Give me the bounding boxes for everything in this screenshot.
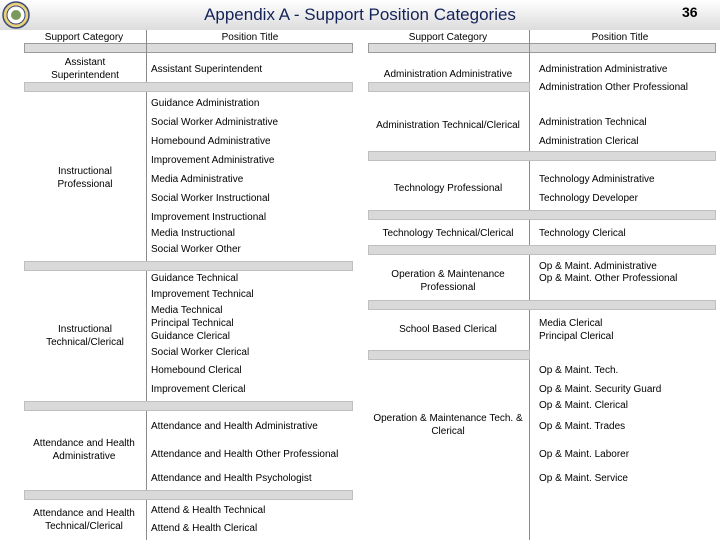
position-title: Administration Administrative bbox=[539, 64, 668, 75]
position-title: Op & Maint. Security Guard bbox=[539, 384, 662, 395]
position-title: Op & Maint. Tech. bbox=[539, 365, 619, 376]
position-title: Social Worker Clerical bbox=[151, 347, 250, 358]
position-title: Op & Maint. Laborer bbox=[539, 449, 630, 460]
category-administration-administrative: Administration Administrative bbox=[383, 69, 513, 80]
divider-left bbox=[146, 30, 147, 540]
position-title: Administration Clerical bbox=[539, 136, 639, 147]
position-title: Homebound Clerical bbox=[151, 365, 242, 376]
position-title: Media Instructional bbox=[151, 228, 235, 239]
band-left-2 bbox=[24, 261, 353, 271]
category-technology-technical-clerical: Technology Technical/Clerical bbox=[382, 228, 514, 239]
position-title: Attendance and Health Other Professional bbox=[151, 449, 339, 460]
position-title: Op & Maint. Clerical bbox=[539, 400, 628, 411]
position-title: Op & Maint. Other Professional bbox=[539, 273, 678, 284]
category-attendance-health-administrative: Attendance and Health Administrative bbox=[33, 438, 135, 462]
header-band-right bbox=[368, 43, 716, 53]
band-right-4 bbox=[368, 245, 716, 255]
position-title: Op & Maint. Trades bbox=[539, 421, 626, 432]
col-header-right-title: Position Title bbox=[591, 32, 649, 43]
position-title: Homebound Administrative bbox=[151, 136, 271, 147]
position-title: Technology Administrative bbox=[539, 174, 655, 185]
position-title: Attendance and Health Administrative bbox=[151, 421, 318, 432]
category-operation-maintenance-professional: Operation & Maintenance Professional bbox=[391, 269, 505, 293]
col-header-left-title: Position Title bbox=[221, 32, 279, 43]
category-school-based-clerical: School Based Clerical bbox=[399, 324, 497, 335]
band-right-1 bbox=[368, 82, 530, 92]
category-administration-technical-clerical: Administration Technical/Clerical bbox=[376, 120, 520, 131]
category-attendance-health-technical-clerical: Attendance and Health Technical/Clerical bbox=[33, 508, 135, 532]
position-title: Social Worker Other bbox=[151, 244, 241, 255]
category-operation-maintenance-tech-clerical: Operation & Maintenance Tech. & Clerical bbox=[373, 413, 523, 437]
position-title: Media Technical bbox=[151, 305, 223, 316]
col-header-left-category: Support Category bbox=[44, 32, 124, 43]
position-title: Technology Clerical bbox=[539, 228, 626, 239]
position-title: Social Worker Instructional bbox=[151, 193, 270, 204]
position-title: Attendance and Health Psychologist bbox=[151, 473, 312, 484]
band-right-2 bbox=[368, 151, 716, 161]
state-seal-icon bbox=[2, 1, 30, 29]
position-title: Improvement Clerical bbox=[151, 384, 246, 395]
band-left-4 bbox=[24, 490, 353, 500]
position-title: Attend & Health Clerical bbox=[151, 523, 258, 534]
position-title: Principal Technical bbox=[151, 318, 234, 329]
position-title: Guidance Technical bbox=[151, 273, 239, 284]
col-header-right-category: Support Category bbox=[408, 32, 488, 43]
band-right-5 bbox=[368, 300, 716, 310]
position-title: Assistant Superintendent bbox=[151, 64, 263, 75]
category-instructional-technical-clerical: Instructional Technical/Clerical bbox=[46, 324, 124, 348]
position-title: Social Worker Administrative bbox=[151, 117, 279, 128]
position-title: Media Clerical bbox=[539, 318, 603, 329]
band-left-3 bbox=[24, 401, 353, 411]
position-title: Improvement Technical bbox=[151, 289, 254, 300]
position-title: Administration Technical bbox=[539, 117, 647, 128]
category-instructional-professional: Instructional Professional bbox=[57, 166, 113, 190]
position-title: Improvement Administrative bbox=[151, 155, 275, 166]
position-title: Op & Maint. Service bbox=[539, 473, 628, 484]
band-left-1 bbox=[24, 82, 353, 92]
position-title: Technology Developer bbox=[539, 193, 638, 204]
position-title: Guidance Clerical bbox=[151, 331, 230, 342]
category-assistant-superintendent: Assistant Superintendent bbox=[51, 57, 119, 81]
position-title: Principal Clerical bbox=[539, 331, 614, 342]
position-title: Guidance Administration bbox=[151, 98, 260, 109]
position-title: Attend & Health Technical bbox=[151, 505, 266, 516]
position-title: Administration Other Professional bbox=[539, 82, 688, 93]
position-title: Improvement Instructional bbox=[151, 212, 267, 223]
band-right-3 bbox=[368, 210, 716, 220]
divider-right bbox=[529, 30, 530, 540]
band-right-6 bbox=[368, 350, 530, 360]
position-title: Op & Maint. Administrative bbox=[539, 261, 657, 272]
header-band-left bbox=[24, 43, 353, 53]
category-technology-professional: Technology Professional bbox=[393, 183, 503, 194]
page-title: Appendix A - Support Position Categories bbox=[204, 5, 516, 24]
page-number: 36 bbox=[682, 4, 698, 20]
position-title: Media Administrative bbox=[151, 174, 244, 185]
